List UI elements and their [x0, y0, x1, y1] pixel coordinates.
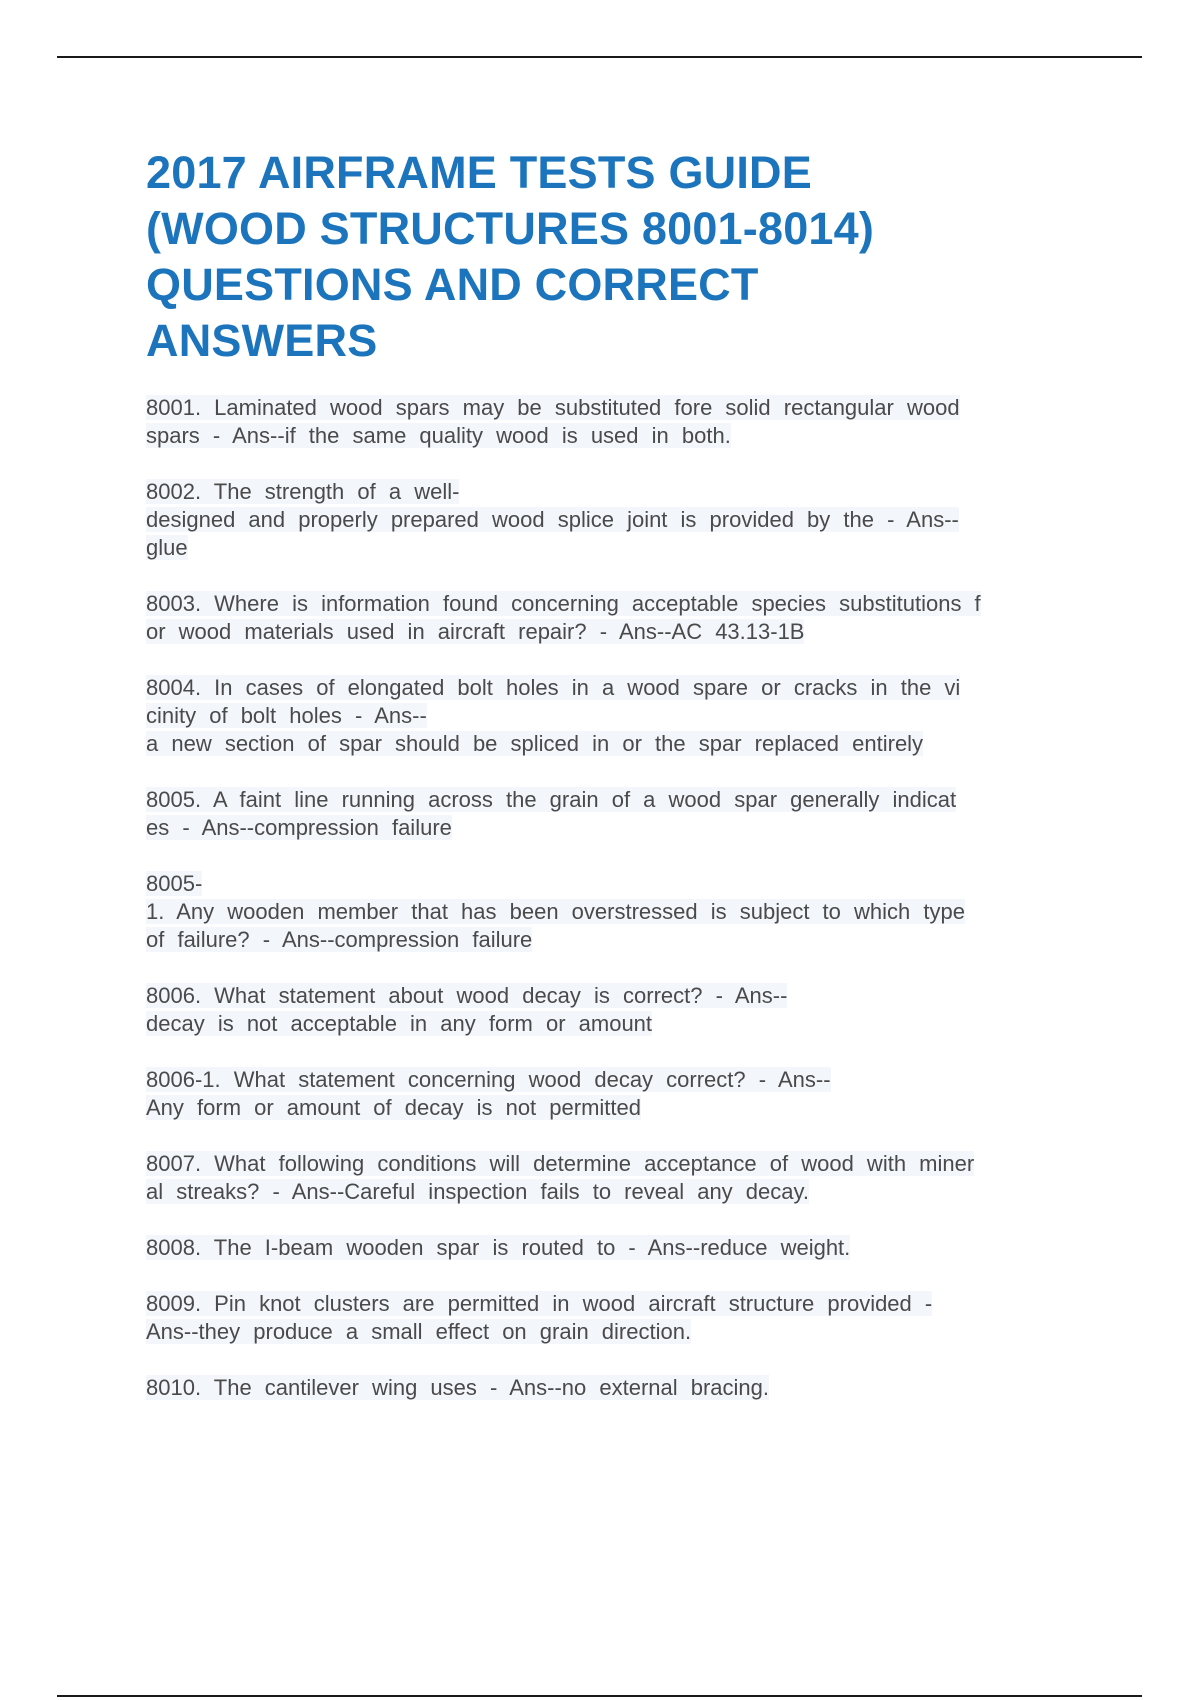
question-text: 8008. The I-beam wooden spar is routed to - Ans--reduce weight. [146, 1235, 851, 1260]
question-text: of failure? - Ans--compression failure [146, 927, 533, 952]
question-text: 8010. The cantilever wing uses - Ans--no external bracing. [146, 1375, 770, 1400]
question-line [146, 730, 1091, 758]
question-line [146, 898, 1091, 926]
title-line: ANSWERS [146, 315, 378, 366]
question-line [146, 1318, 1091, 1346]
question-line [146, 478, 1091, 506]
document-body [146, 145, 1091, 1430]
question-line [146, 1290, 1091, 1318]
header-rule [57, 56, 1142, 58]
question-item [146, 1234, 1091, 1262]
question-text: 8003. Where is information found concerning acceptable species substitutions f [146, 591, 981, 616]
question-text: 8005- [146, 871, 203, 896]
question-text: designed and properly prepared wood splice joint is provided by the - Ans-- [146, 507, 959, 532]
document-title [146, 145, 1091, 369]
question-text: 8001. Laminated wood spars may be substituted fore solid rectangular wood [146, 395, 960, 420]
title-line: QUESTIONS AND CORRECT [146, 259, 759, 310]
question-text: 8007. What following conditions will determine acceptance of wood with miner [146, 1151, 975, 1176]
question-item [146, 674, 1091, 758]
question-item [146, 1150, 1091, 1206]
question-text: or wood materials used in aircraft repair? - Ans--AC 43.13-1B [146, 619, 805, 644]
question-text: 8002. The strength of a well- [146, 479, 460, 504]
question-item [146, 1374, 1091, 1402]
question-item [146, 1066, 1091, 1122]
question-text: es - Ans--compression failure [146, 815, 452, 840]
question-list [146, 394, 1091, 1402]
title-line: (WOOD STRUCTURES 8001-8014) [146, 203, 875, 254]
question-text: 8009. Pin knot clusters are permitted in wood aircraft structure provided - [146, 1291, 933, 1316]
question-line [146, 870, 1091, 898]
question-text: spars - Ans--if the same quality wood is used in both. [146, 423, 731, 448]
question-text: 8006-1. What statement concerning wood decay correct? - Ans-- [146, 1067, 831, 1092]
question-line [146, 506, 1091, 534]
question-line [146, 982, 1091, 1010]
question-text: decay is not acceptable in any form or amount [146, 1011, 653, 1036]
question-text: al streaks? - Ans--Careful inspection fails to reveal any decay. [146, 1179, 809, 1204]
question-line [146, 618, 1091, 646]
question-item [146, 478, 1091, 562]
question-line [146, 1178, 1091, 1206]
question-line [146, 1094, 1091, 1122]
question-line [146, 394, 1091, 422]
question-text: Any form or amount of decay is not permitted [146, 1095, 641, 1120]
question-line [146, 814, 1091, 842]
title-line: 2017 AIRFRAME TESTS GUIDE [146, 147, 812, 198]
question-line [146, 1010, 1091, 1038]
question-line [146, 590, 1091, 618]
question-line [146, 1150, 1091, 1178]
question-line [146, 422, 1091, 450]
question-line [146, 1374, 1091, 1402]
question-item [146, 870, 1091, 954]
question-text: 8006. What statement about wood decay is correct? - Ans-- [146, 983, 788, 1008]
question-text: cinity of bolt holes - Ans-- [146, 703, 427, 728]
question-item [146, 1290, 1091, 1346]
question-line [146, 534, 1091, 562]
question-line [146, 1234, 1091, 1262]
question-item [146, 982, 1091, 1038]
question-line [146, 702, 1091, 730]
question-line [146, 926, 1091, 954]
question-item [146, 786, 1091, 842]
question-line [146, 1066, 1091, 1094]
question-text: 8005. A faint line running across the grain of a wood spar generally indicat [146, 787, 957, 812]
question-text: Ans--they produce a small effect on grain direction. [146, 1319, 692, 1344]
question-text: 1. Any wooden member that has been overstressed is subject to which type [146, 899, 965, 924]
question-item [146, 590, 1091, 646]
question-text: 8004. In cases of elongated bolt holes in a wood spare or cracks in the vi [146, 675, 961, 700]
question-text: glue [146, 535, 188, 560]
question-text: a new section of spar should be spliced in or the spar replaced entirely [146, 731, 924, 756]
question-line [146, 786, 1091, 814]
footer-rule [57, 1695, 1142, 1697]
question-line [146, 674, 1091, 702]
question-item [146, 394, 1091, 450]
